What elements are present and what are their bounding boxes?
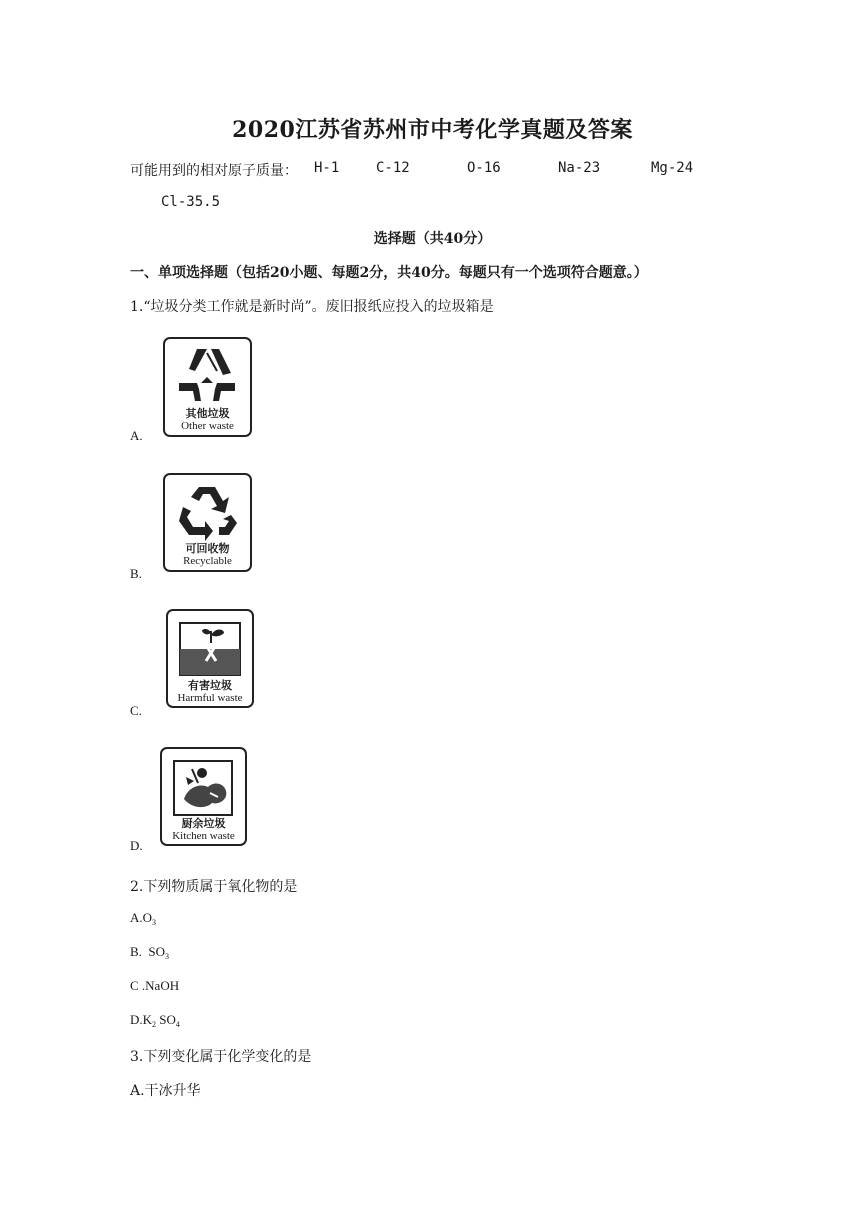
q2-option-a-text: A.O [130,910,153,925]
q2-option-d [130,1012,180,1029]
section-title: 选择题（共40分） [373,231,492,247]
atomic-mass-label: 可能用到的相对原子质量： [130,163,298,179]
option-c-letter: C. [130,703,142,718]
q2-option-d-subscript-1: 2 [152,1020,157,1029]
icon-label-en: Harmful waste [177,692,243,704]
atomic-mass-mg: Mg-24 [651,160,694,176]
question-1-stem: 1.“垃圾分类工作就是新时尚”。废旧报纸应投入的垃圾箱是 [130,299,494,315]
question-2-stem: 2.下列物质属于氧化物的是 [130,879,298,895]
q2-option-a [130,910,156,927]
document-title: 2020江苏省苏州市中考化学真题及答案 [232,117,633,143]
icon-label-en: Other waste [181,420,234,432]
atomic-mass-na: Na-23 [558,160,601,176]
atomic-mass-h: H-1 [314,160,340,176]
icon-label-cn: 其他垃圾 [185,407,230,420]
other-waste-icon [163,337,252,437]
harmful-waste-icon [166,609,254,708]
q2-option-a-subscript: 3 [152,918,157,927]
icon-label-cn: 厨余垃圾 [181,817,226,830]
q2-option-d-subscript-2: 4 [175,1020,180,1029]
q2-option-c: C .NaOH [130,978,180,993]
q2-option-d-mid: SO [156,1012,176,1027]
recycle-icon [163,473,252,572]
icon-label-en: Recyclable [183,555,232,567]
atomic-mass-o: O-16 [467,160,501,176]
q2-option-b-subscript: 3 [165,952,170,961]
kitchen-waste-icon [160,747,247,846]
icon-label-cn: 可回收物 [185,542,230,555]
icon-label-cn: 有害垃圾 [188,679,232,692]
option-d-letter: D. [130,838,143,853]
option-b-letter: B. [130,566,142,581]
q2-option-d-text: D.K [130,1012,153,1027]
question-3-stem: 3.下列变化属于化学变化的是 [130,1049,312,1065]
atomic-mass-cl: Cl-35.5 [161,194,221,210]
atomic-mass-c: C-12 [376,160,410,176]
q2-option-b [130,944,169,961]
part-heading: 一、单项选择题（包括20小题、每题2分，共40分。每题只有一个选项符合题意。） [130,265,648,281]
icon-label-en: Kitchen waste [172,830,235,842]
q3-option-a: A.干冰升华 [130,1083,201,1099]
q2-option-b-text: B. SO [130,944,166,959]
option-a-letter: A. [130,428,143,443]
